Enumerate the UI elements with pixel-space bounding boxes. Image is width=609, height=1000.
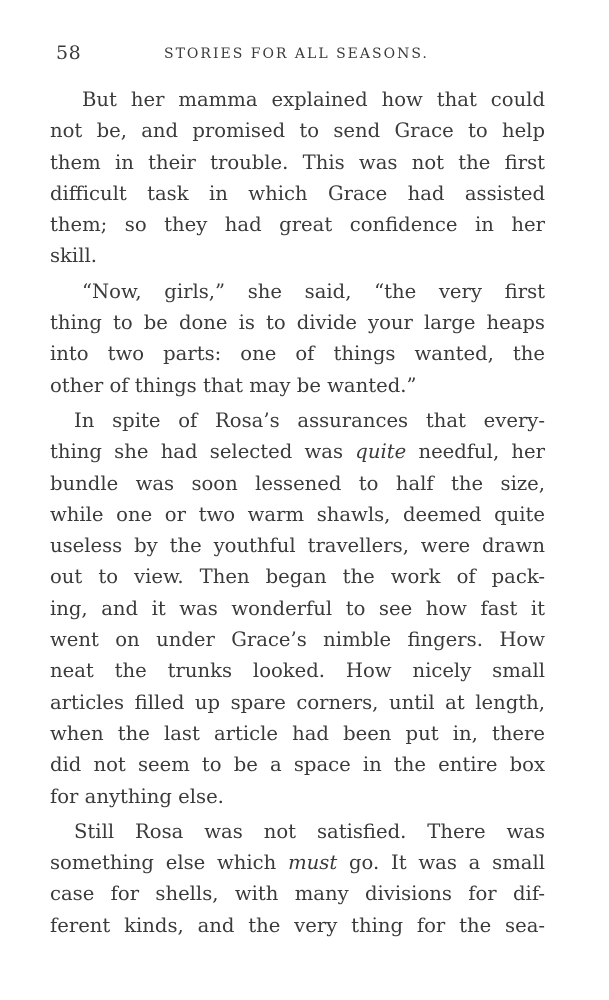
text-line: skill. xyxy=(50,244,97,268)
paragraph-3 xyxy=(50,405,545,812)
text-run: go. It was a small xyxy=(337,851,545,875)
page-header xyxy=(56,42,546,70)
text-line: thing to be done is to divide your large heaps xyxy=(50,311,545,335)
emphasized-word: must xyxy=(288,851,338,875)
text-line: them in their trouble. This was not the first xyxy=(50,150,545,174)
text-line: difficult task in which Grace had assisted xyxy=(50,181,545,205)
text-line: bundle was soon lessened to half the size, xyxy=(50,471,545,495)
emphasized-word: quite xyxy=(355,440,407,464)
paragraph-1 xyxy=(50,84,545,272)
text-line: case for shells, with many divisions for dif- xyxy=(50,882,545,906)
text-line: other of things that may be wanted.” xyxy=(50,373,417,397)
page-body xyxy=(50,84,545,941)
text-line: “Now, girls,” she said, “the very first xyxy=(82,279,545,303)
text-line-with-emphasis xyxy=(50,436,545,467)
text-run: something else which xyxy=(50,851,289,875)
text-line: ing, and it was wonderful to see how fast it xyxy=(50,596,545,620)
text-line: did not seem to be a space in the entire box xyxy=(50,753,545,777)
paragraph-4 xyxy=(50,816,545,941)
text-line: them; so they had great confidence in her xyxy=(50,213,545,237)
text-line: went on under Grace’s nimble fingers. How xyxy=(50,628,545,652)
text-line: ferent kinds, and the very thing for the sea- xyxy=(50,913,545,937)
text-line: into two parts: one of things wanted, the xyxy=(50,342,545,366)
text-line: Still Rosa was not satisfied. There was xyxy=(74,819,545,843)
text-line: when the last article had been put in, there xyxy=(50,721,545,745)
text-line: articles filled up spare corners, until at length, xyxy=(50,690,545,714)
text-line: neat the trunks looked. How nicely small xyxy=(50,659,545,683)
running-title: STORIES FOR ALL SEASONS. xyxy=(164,46,429,62)
text-line: while one or two warm shawls, deemed quite xyxy=(50,502,545,526)
text-line: not be, and promised to send Grace to help xyxy=(50,119,545,143)
text-line: out to view. Then began the work of pack- xyxy=(50,565,545,589)
text-run: thing she had selected was xyxy=(50,440,356,464)
text-line: useless by the youthful travellers, were drawn xyxy=(50,534,545,558)
text-line: In spite of Rosa’s assurances that every- xyxy=(74,408,545,432)
paragraph-2 xyxy=(50,276,545,401)
text-run: needful, her xyxy=(406,440,545,464)
text-line-with-emphasis xyxy=(50,847,545,878)
text-line: But her mamma explained how that could xyxy=(82,88,545,111)
page-number: 58 xyxy=(56,42,82,64)
text-line: for anything else. xyxy=(50,784,224,808)
